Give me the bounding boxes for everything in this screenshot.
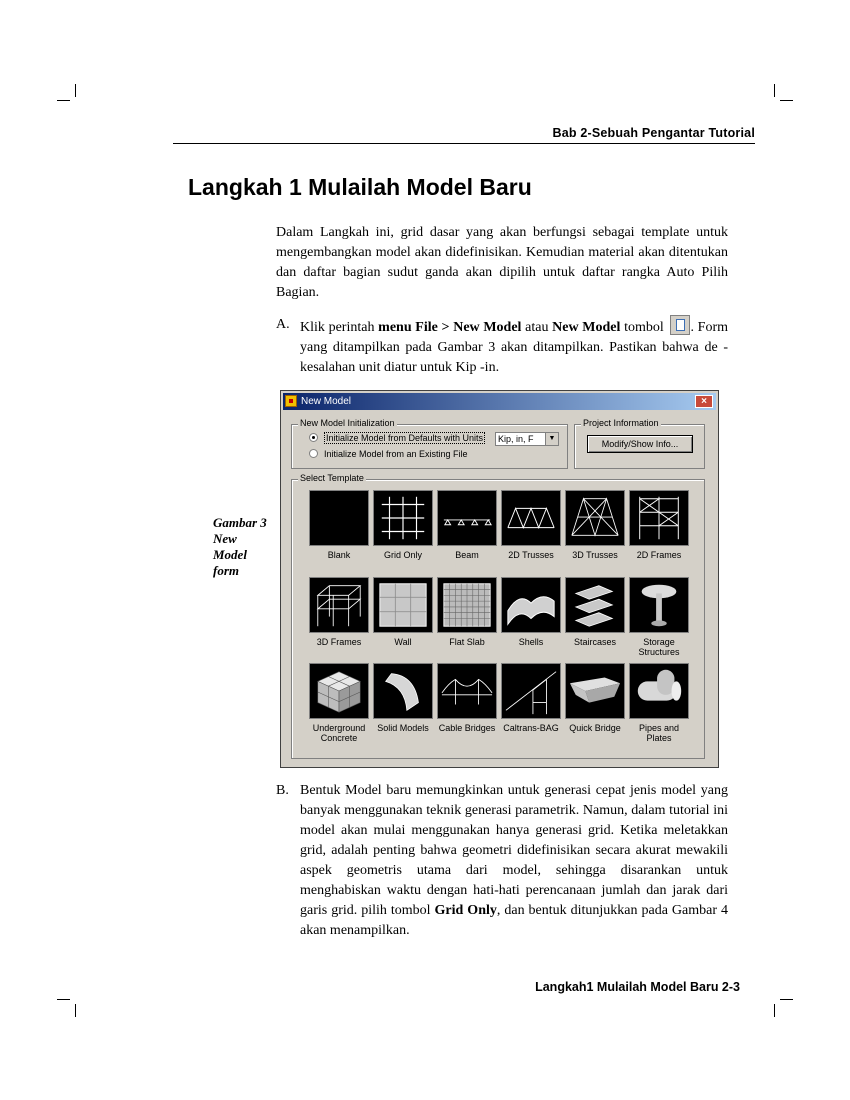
intro-paragraph: Dalam Langkah ini, grid dasar yang akan berfungsi sebagai template untuk mengembangkan model akan didefinisikan. Kemudian material akan ditentukan dan daftar bagian sudut ganda akan dipilih untuk daftar rangka Auto Pilih Bagian. bbox=[276, 225, 728, 300]
template-beam[interactable] bbox=[437, 490, 497, 560]
template-label: Caltrans-BAG bbox=[503, 723, 559, 733]
template-flat-slab[interactable] bbox=[437, 577, 497, 647]
template-label: Shells bbox=[518, 637, 544, 647]
radio-label: Initialize Model from Defaults with Units bbox=[326, 433, 484, 443]
chevron-down-icon[interactable]: ▼ bbox=[545, 433, 558, 445]
radio-label: Initialize Model from an Existing File bbox=[324, 449, 468, 459]
step-text: Bentuk Model baru memungkinkan untuk generasi cepat jenis model yang banyak menggunakan teknik generasi parametrik. Namun, dalam tutorial ini model akan mulai menggunakan hanya generasi grid. Ketika meletakkan grid, adalah penting bahwa geometri didefinisikan secara akurat mewakili aspek geometris utama dari model, sehingga disarankan untuk menghabiskan waktu dengan hati-hati perencanaan jumlah dan jarak dari garis grid. pilih tombol bbox=[300, 783, 728, 918]
truss-2d-thumbnail[interactable] bbox=[501, 490, 561, 546]
blank-thumbnail[interactable] bbox=[309, 490, 369, 546]
radio-empty-icon[interactable] bbox=[309, 449, 318, 458]
step-text: . Form yang ditampilkan pada Gambar 3 akan ditampilkan. Pastikan bahwa de - kesalahan unit diatur untuk Kip -in. bbox=[300, 320, 729, 375]
units-value: Kip, in, F bbox=[498, 434, 534, 444]
template-2d-frames[interactable] bbox=[629, 490, 689, 560]
template-label: Beam bbox=[455, 550, 479, 560]
step-a bbox=[276, 315, 728, 378]
truss-3d-thumbnail[interactable] bbox=[565, 490, 625, 546]
template-label: 2D Trusses bbox=[508, 550, 554, 560]
caption-line: Gambar 3 bbox=[213, 515, 267, 530]
underground-thumbnail[interactable] bbox=[309, 663, 369, 719]
step-text: atau bbox=[521, 320, 553, 335]
template-label: Staircases bbox=[573, 637, 617, 647]
step-text: , dan bentuk ditunjukkan pada Gambar 4 akan menampilkan. bbox=[300, 903, 728, 938]
header-rule bbox=[173, 143, 755, 144]
modify-show-info-button[interactable]: Modify/Show Info... bbox=[587, 435, 693, 453]
stair-thumbnail[interactable] bbox=[565, 577, 625, 633]
caption-line: form bbox=[213, 563, 239, 578]
group-legend: Project Information bbox=[583, 418, 659, 428]
wall-thumbnail[interactable] bbox=[373, 577, 433, 633]
radio-defaults[interactable] bbox=[309, 433, 485, 443]
step-b bbox=[276, 781, 728, 941]
template-3d-frames[interactable] bbox=[309, 577, 369, 647]
template-3d-trusses[interactable] bbox=[565, 490, 625, 560]
template-label: Solid Models bbox=[377, 723, 429, 733]
quick-bridge-thumbnail[interactable] bbox=[565, 663, 625, 719]
template-wall[interactable] bbox=[373, 577, 433, 647]
crop-mark bbox=[774, 1004, 775, 1017]
step-text: Klik perintah bbox=[300, 320, 379, 335]
template-2d-trusses[interactable] bbox=[501, 490, 561, 560]
figure-caption bbox=[213, 515, 267, 579]
radio-selected-icon[interactable] bbox=[309, 433, 318, 442]
pipes-thumbnail[interactable] bbox=[629, 663, 689, 719]
shell-thumbnail[interactable] bbox=[501, 577, 561, 633]
solid-thumbnail[interactable] bbox=[373, 663, 433, 719]
crop-mark bbox=[780, 100, 793, 101]
template-cable-bridges[interactable] bbox=[437, 663, 497, 733]
template-label: 3D Frames bbox=[316, 637, 362, 647]
crop-mark bbox=[57, 100, 70, 101]
new-model-icon bbox=[670, 315, 690, 335]
template-label: 3D Trusses bbox=[572, 550, 618, 560]
template-label: Grid Only bbox=[383, 550, 422, 560]
radio-existing-file[interactable] bbox=[309, 449, 468, 459]
caltrans-thumbnail[interactable] bbox=[501, 663, 561, 719]
init-group bbox=[291, 418, 568, 469]
app-logo-icon bbox=[285, 395, 297, 407]
template-grid-only[interactable] bbox=[373, 490, 433, 560]
crop-mark bbox=[774, 84, 775, 97]
beam-thumbnail[interactable] bbox=[437, 490, 497, 546]
dialog-titlebar[interactable] bbox=[283, 393, 716, 410]
step-letter: B. bbox=[276, 783, 289, 798]
group-legend: New Model Initialization bbox=[300, 418, 395, 428]
new-model-dialog bbox=[280, 390, 719, 768]
group-legend: Select Template bbox=[300, 473, 364, 483]
template-staircases[interactable] bbox=[565, 577, 625, 647]
crop-mark bbox=[75, 84, 76, 97]
slab-thumbnail[interactable] bbox=[437, 577, 497, 633]
template-label: Pipes and Plates bbox=[638, 723, 680, 743]
running-footer: Langkah1 Mulailah Model Baru 2-3 bbox=[535, 980, 740, 994]
cable-bridge-thumbnail[interactable] bbox=[437, 663, 497, 719]
frame-3d-thumbnail[interactable] bbox=[309, 577, 369, 633]
menu-path: menu File > New Model bbox=[378, 320, 522, 335]
template-label: Wall bbox=[394, 637, 412, 647]
step-letter: A. bbox=[276, 317, 290, 332]
step-text: tombol bbox=[620, 320, 668, 335]
storage-thumbnail[interactable] bbox=[629, 577, 689, 633]
running-header: Bab 2-Sebuah Pengantar Tutorial bbox=[552, 126, 755, 140]
grid-thumbnail[interactable] bbox=[373, 490, 433, 546]
template-pipes-and-plates[interactable] bbox=[629, 663, 689, 743]
template-caltrans-bag[interactable] bbox=[501, 663, 561, 733]
template-blank[interactable] bbox=[309, 490, 369, 560]
template-label: Blank bbox=[327, 550, 351, 560]
caption-line: Model bbox=[213, 547, 247, 562]
template-solid-models[interactable] bbox=[373, 663, 433, 733]
template-label: 2D Frames bbox=[636, 550, 682, 560]
template-quick-bridge[interactable] bbox=[565, 663, 625, 733]
template-label: Cable Bridges bbox=[438, 723, 496, 733]
dialog-title: New Model bbox=[301, 396, 352, 407]
template-label: Storage Structures bbox=[638, 637, 680, 657]
template-label: Flat Slab bbox=[449, 637, 485, 647]
close-button[interactable]: × bbox=[695, 395, 713, 408]
crop-mark bbox=[780, 999, 793, 1000]
units-select[interactable] bbox=[495, 432, 559, 446]
template-underground-concrete[interactable] bbox=[309, 663, 369, 743]
template-label: Quick Bridge bbox=[569, 723, 621, 733]
template-shells[interactable] bbox=[501, 577, 561, 647]
template-label: Underground Concrete bbox=[312, 723, 366, 743]
page-title: Langkah 1 Mulailah Model Baru bbox=[188, 174, 532, 200]
button-name: Grid Only bbox=[434, 903, 497, 918]
crop-mark bbox=[57, 999, 70, 1000]
button-name: New Model bbox=[552, 320, 621, 335]
caption-line: New bbox=[213, 531, 237, 546]
crop-mark bbox=[75, 1004, 76, 1017]
template-storage-structures[interactable] bbox=[629, 577, 689, 657]
frame-2d-thumbnail[interactable] bbox=[629, 490, 689, 546]
